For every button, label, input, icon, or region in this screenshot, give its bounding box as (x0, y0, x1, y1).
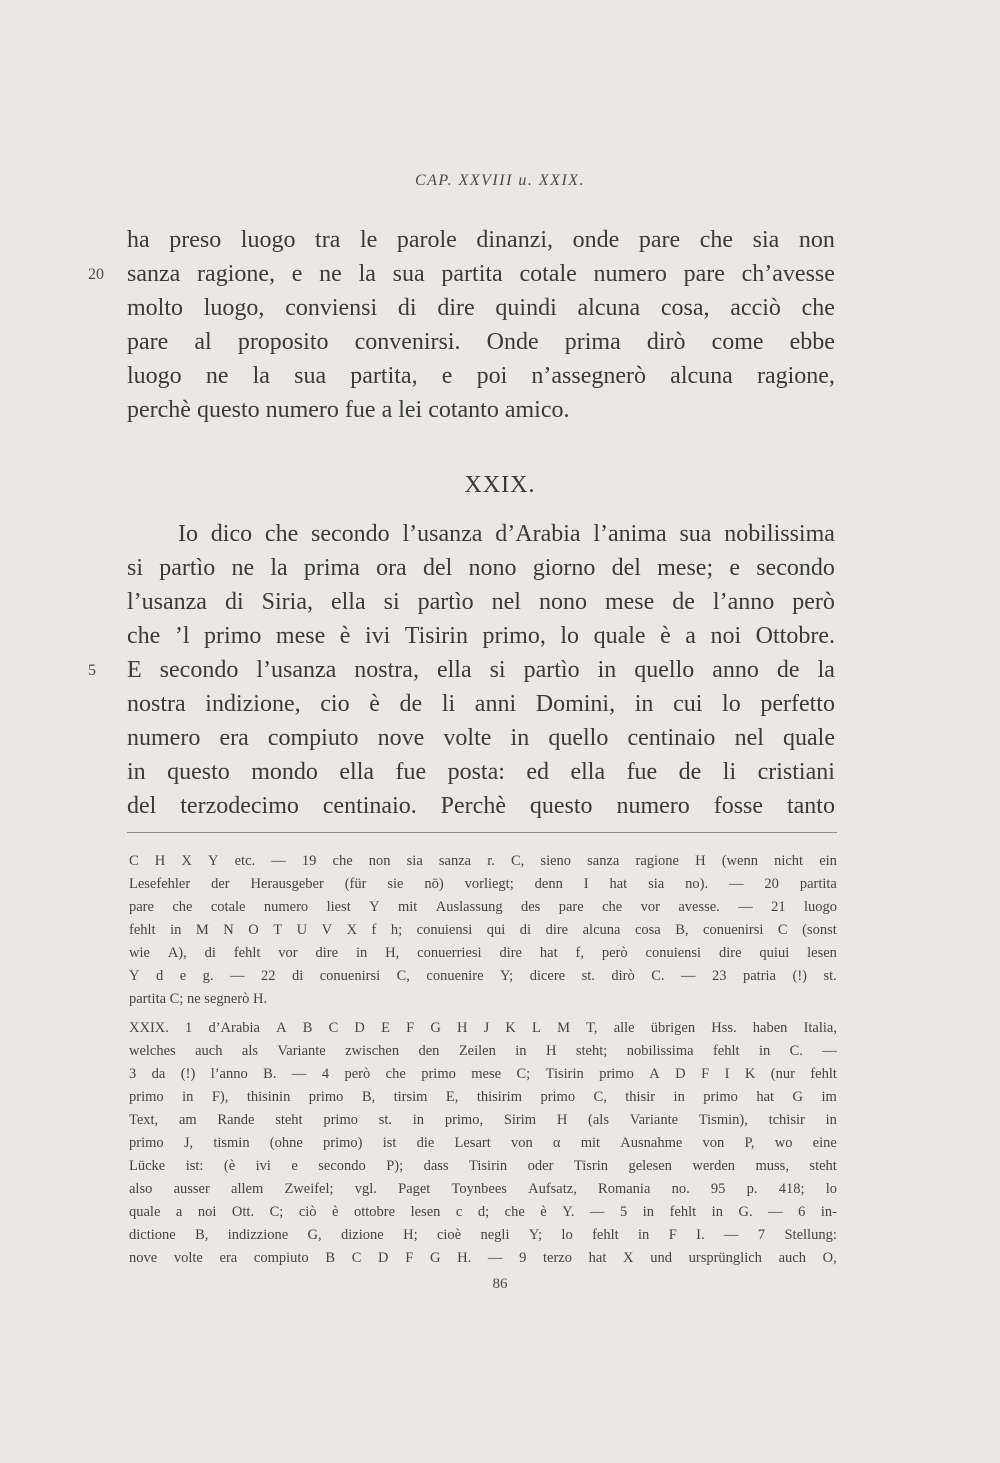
text-line: del terzodecimo centinaio. Perchè questo numero fosse tanto (127, 793, 835, 819)
section-title: XXIX. (464, 472, 536, 498)
footnote-line: welches auch als Variante zwischen den Zeilen in H steht; nobilissima fehlt in C. — (129, 1043, 837, 1059)
footnote-line: wie A), di fehlt vor dire in H, conuerriesi dire hat f, però conuiensi dire quiui lesen (129, 945, 837, 961)
footnote-line: fehlt in M N O T U V X f h; conuiensi qui di dire alcuna cosa B, conuenirsi C (sonst (129, 922, 837, 938)
text-line: numero era compiuto nove volte in quello centinaio nel quale (127, 725, 835, 751)
footnote-line: Lesefehler der Herausgeber (für sie nō) vorliegt; denn I hat sia no). — 20 partita (129, 876, 837, 892)
footnote-line: nove volte era compiuto B C D F G H. — 9 terzo hat X und ursprünglich auch O, (129, 1250, 837, 1266)
text-line: pare al proposito convenirsi. Onde prima dirò come ebbe (127, 329, 835, 355)
footnote-line: Y d e g. — 22 di conuenirsi C, conuenire Y; dicere st. dirò C. — 23 patria (!) st. (129, 968, 837, 984)
text-line: in questo mondo ella fue posta: ed ella fue de li cristiani (127, 759, 835, 785)
footnote-line: Text, am Rande steht primo st. in primo, Sirim H (als Variante Tismin), tchisir in (129, 1112, 837, 1128)
line-number-5: 5 (88, 662, 96, 679)
footnote-rule (127, 832, 837, 833)
text-line: Io dico che secondo l’usanza d’Arabia l’anima sua nobilissima (178, 521, 835, 547)
footnote-line: pare che cotale numero liest Y mit Auslassung des pare che vor avesse. — 21 luogo (129, 899, 837, 915)
footnote-line: primo J, tismin (ohne primo) ist die Lesart von α mit Ausnahme von P, wo eine (129, 1135, 837, 1151)
footnote-line: Lücke ist: (è ivi e secondo P); dass Tisirin oder Tisrin gelesen werden muss, steht (129, 1158, 837, 1174)
footnote-line: C H X Y etc. — 19 che non sia sanza r. C, sieno sanza ragione H (wenn nicht ein (129, 853, 837, 869)
footnote-line: XXIX. 1 d’Arabia A B C D E F G H J K L M T, alle übrigen Hss. haben Italia, (129, 1020, 837, 1036)
text-line: si partìo ne la prima ora del nono giorno del mese; e secondo (127, 555, 835, 581)
footnote-line: quale a noi Ott. C; ciò è ottobre lesen c d; che è Y. — 5 in fehlt in G. — 6 in- (129, 1204, 837, 1220)
text-line: perchè questo numero fue a lei cotanto amico. (127, 397, 570, 423)
footnote-line: partita C; ne segnerò H. (129, 991, 268, 1007)
page-number: 86 (492, 1276, 508, 1292)
line-number-20: 20 (88, 266, 104, 283)
text-line: luogo ne la sua partita, e poi n’assegnerò alcuna ragione, (127, 363, 835, 389)
footnote-line: primo in F), thisinin primo B, tirsim E, thisirim primo C, thisir in primo hat G im (129, 1089, 837, 1105)
footnote-line: 3 da (!) l’anno B. — 4 però che primo mese C; Tisirin primo A D F I K (nur fehlt (129, 1066, 837, 1082)
footnote-line: also ausser allem Zweifel; vgl. Paget Toynbees Aufsatz, Romania no. 95 p. 418; lo (129, 1181, 837, 1197)
text-line: sanza ragione, e ne la sua partita cotale numero pare ch’avesse (127, 261, 835, 287)
text-line: che ’l primo mese è ivi Tisirin primo, lo quale è a noi Ottobre. (127, 623, 835, 649)
text-line: l’usanza di Siria, ella si partìo nel nono mese de l’anno però (127, 589, 835, 615)
running-header: CAP. XXVIII u. XXIX. (414, 172, 586, 189)
text-line: E secondo l’usanza nostra, ella si partìo in quello anno de la (127, 657, 835, 683)
text-line: nostra indizione, cio è de li anni Domini, in cui lo perfetto (127, 691, 835, 717)
text-line: ha preso luogo tra le parole dinanzi, onde pare che sia non (127, 227, 835, 253)
text-line: molto luogo, conviensi di dire quindi alcuna cosa, acciò che (127, 295, 835, 321)
footnote-line: dictione B, indizzione G, dizione H; cioè negli Y; lo fehlt in F I. — 7 Stellung: (129, 1227, 837, 1243)
